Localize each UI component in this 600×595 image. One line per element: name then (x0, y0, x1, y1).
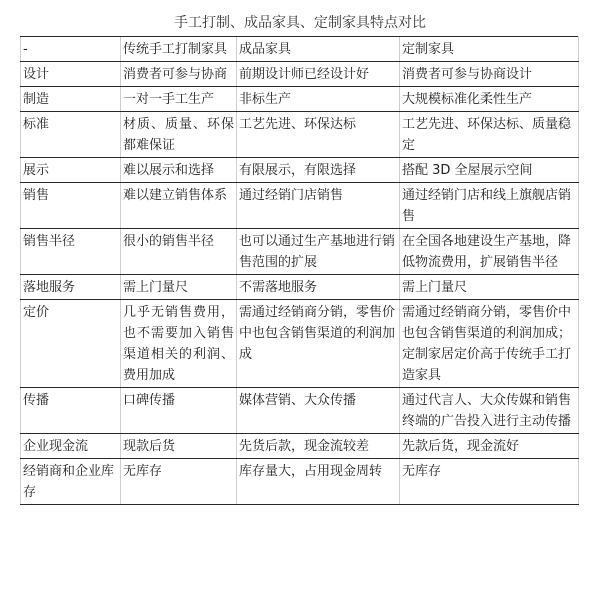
table-cell: 媒体营销、大众传播 (237, 388, 400, 434)
header-cell: 传统手工打制家具 (121, 37, 237, 62)
table-row (21, 112, 579, 158)
table-cell: 一对一手工生产 (121, 87, 237, 112)
table-cell: 需通过经销商分销，零售价中也包含销售渠道的利润加成；定制家居定价高于传统手工打造家具 (400, 300, 579, 388)
table-header-row (21, 37, 579, 62)
header-cell: - (21, 37, 121, 62)
row-label-cell: 销售 (21, 183, 121, 229)
table-cell: 消费者可参与协商 (121, 62, 237, 87)
table-cell: 口碑传播 (121, 388, 237, 434)
table-cell: 有限展示，有限选择 (237, 158, 400, 183)
row-label-cell: 展示 (21, 158, 121, 183)
table-row (21, 434, 579, 459)
table-cell: 在全国各地建设生产基地，降低物流费用，扩展销售半径 (400, 229, 579, 275)
table-cell: 工艺先进、环保达标 (237, 112, 400, 158)
table-cell: 几乎无销售费用，也不需要加入销售渠道相关的利润、费用加成 (121, 300, 237, 388)
table-cell: 需上门量尺 (400, 275, 579, 300)
table-row (21, 275, 579, 300)
row-label-cell: 销售半径 (21, 229, 121, 275)
table-cell: 大规模标准化柔性生产 (400, 87, 579, 112)
table-cell: 现款后货 (121, 434, 237, 459)
table-cell: 通过代言人、大众传媒和销售终端的广告投入进行主动传播 (400, 388, 579, 434)
table-cell: 库存量大，占用现金周转 (237, 459, 400, 505)
table-cell: 无库存 (400, 459, 579, 505)
row-label-cell: 企业现金流 (21, 434, 121, 459)
row-label-cell: 制造 (21, 87, 121, 112)
comparison-table (20, 36, 579, 505)
table-row (21, 388, 579, 434)
row-label-cell: 传播 (21, 388, 121, 434)
row-label-cell: 设计 (21, 62, 121, 87)
table-cell: 材质、质量、环保都难保证 (121, 112, 237, 158)
table-row (21, 183, 579, 229)
table-body (21, 37, 579, 505)
table-cell: 很小的销售半径 (121, 229, 237, 275)
table-row (21, 87, 579, 112)
row-label-cell: 标准 (21, 112, 121, 158)
row-label-cell: 经销商和企业库存 (21, 459, 121, 505)
table-cell: 不需落地服务 (237, 275, 400, 300)
table-row (21, 459, 579, 505)
table-cell: 也可以通过生产基地进行销售范围的扩展 (237, 229, 400, 275)
header-cell: 定制家具 (400, 37, 579, 62)
table-cell: 先货后款，现金流较差 (237, 434, 400, 459)
table-cell: 难以建立销售体系 (121, 183, 237, 229)
table-cell: 前期设计师已经设计好 (237, 62, 400, 87)
table-row (21, 158, 579, 183)
table-cell: 通过经销门店销售 (237, 183, 400, 229)
table-cell: 难以展示和选择 (121, 158, 237, 183)
table-cell: 搭配 3D 全屋展示空间 (400, 158, 579, 183)
table-row (21, 229, 579, 275)
table-cell: 非标生产 (237, 87, 400, 112)
table-cell: 先款后货，现金流好 (400, 434, 579, 459)
table-row (21, 62, 579, 87)
row-label-cell: 落地服务 (21, 275, 121, 300)
table-cell: 消费者可参与协商设计 (400, 62, 579, 87)
table-row (21, 300, 579, 388)
table-cell: 工艺先进、环保达标、质量稳定 (400, 112, 579, 158)
table-cell: 需上门量尺 (121, 275, 237, 300)
table-cell: 需通过经销商分销，零售价中也包含销售渠道的利润加成 (237, 300, 400, 388)
header-cell: 成品家具 (237, 37, 400, 62)
table-cell: 无库存 (121, 459, 237, 505)
table-cell: 通过经销门店和线上旗舰店销售 (400, 183, 579, 229)
table-caption: 手工打制、成品家具、定制家具特点对比 (174, 15, 426, 31)
row-label-cell: 定价 (21, 300, 121, 388)
